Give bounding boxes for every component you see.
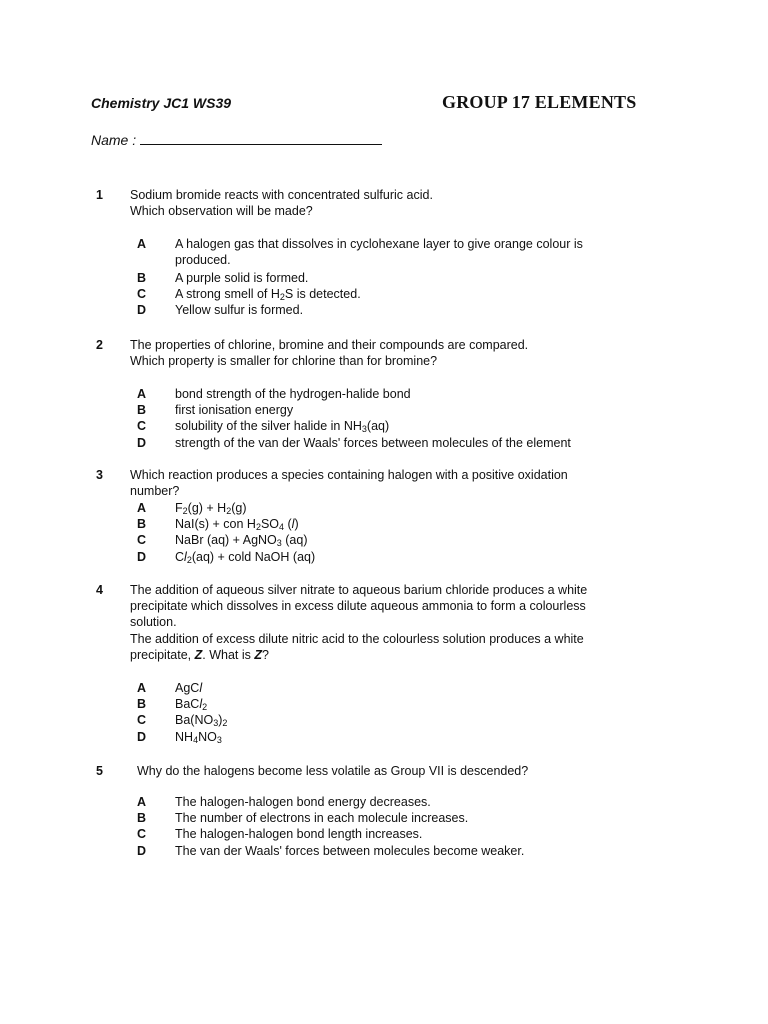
option-c (0, 286, 768, 302)
question-number: 1 (96, 188, 103, 202)
option-text: The halogen-halogen bond energy decreases. (175, 795, 431, 809)
option-letter: D (137, 435, 147, 450)
option-text: solubility of the silver halide in $NH_3(aq)$ (175, 419, 390, 435)
option-text: A halogen gas that dissolves in cyclohexane layer to give orange colour is produced. (175, 237, 583, 268)
option-text: $F_2(g) + H_2(g)$ (175, 501, 247, 516)
stem-line: Which reaction produces a species containing halogen with a positive oxidation (130, 468, 568, 482)
question-stem (130, 187, 640, 219)
stem-line: Which property is smaller for chlorine than for bromine? (130, 354, 438, 369)
option-a (0, 236, 768, 270)
stem-line: Sodium bromide reacts with concentrated sulfuric acid. (130, 188, 433, 202)
question-stem (130, 337, 640, 369)
option-letter: B (137, 697, 147, 712)
option-a (0, 500, 768, 516)
name-field-row (91, 132, 382, 148)
option-letter: A (137, 237, 147, 251)
name-label: Name : (91, 132, 137, 148)
option-letter: B (137, 811, 147, 826)
stem-line: number? (130, 484, 180, 499)
option-c (0, 826, 768, 842)
stem-line: The addition of aqueous silver nitrate to aqueous barium chloride produces a white (130, 583, 588, 597)
option-letter: B (137, 403, 147, 418)
option-letter: C (137, 713, 147, 728)
option-list (0, 794, 768, 859)
question-number: 4 (96, 583, 103, 597)
option-text: A strong smell of $H_2S$ is detected. (175, 287, 361, 303)
option-c (0, 532, 768, 548)
option-text: $NH_4NO_3$ (175, 729, 222, 745)
stem-line: Why do the halogens become less volatile as Group VII is descended? (137, 764, 529, 778)
option-text: AgCl (175, 681, 203, 695)
option-text: bond strength of the hydrogen-halide bond (175, 387, 411, 401)
option-letter: A (137, 795, 147, 809)
option-text: NaBr (aq) + AgNO$_3$ (aq) (175, 533, 308, 549)
option-letter: A (137, 681, 147, 695)
option-a (0, 680, 768, 696)
option-list (0, 236, 768, 319)
option-list (0, 500, 768, 565)
option-letter: D (137, 729, 147, 744)
option-b (0, 516, 768, 532)
option-c (0, 418, 768, 434)
option-letter: A (137, 387, 147, 401)
option-text: $Ba(NO_3)_2$ (175, 713, 228, 729)
option-text: The number of electrons in each molecule increases. (175, 811, 469, 826)
option-letter: C (137, 827, 147, 842)
option-b (0, 270, 768, 286)
option-letter: D (137, 303, 147, 318)
question-stem (130, 582, 640, 663)
option-d (0, 435, 768, 451)
option-d (0, 729, 768, 745)
option-list (0, 386, 768, 451)
course-label: Chemistry JC1 WS39 (91, 95, 232, 111)
option-text: The halogen-halogen bond length increases. (175, 827, 423, 842)
option-letter: C (137, 287, 147, 302)
question-number: 5 (96, 764, 103, 778)
option-letter: D (137, 843, 147, 858)
option-d (0, 843, 768, 859)
question-number: 3 (96, 468, 103, 482)
option-d (0, 302, 768, 318)
option-b (0, 696, 768, 712)
option-letter: B (137, 271, 147, 285)
name-blank-line (140, 132, 382, 145)
stem-line: Which observation will be made? (130, 204, 313, 219)
question-number: 2 (96, 338, 103, 352)
stem-line: precipitate, Z. What is Z? (130, 647, 269, 662)
option-text: strength of the van der Waals' forces between molecules of the element (175, 435, 571, 450)
option-text: NaI(s) + con $H_2SO_4$ (l) (175, 517, 299, 533)
option-d (0, 549, 768, 565)
question-stem (137, 763, 647, 779)
option-text: A purple solid is formed. (175, 271, 309, 285)
option-letter: B (137, 517, 147, 532)
option-text: $Cl_2(aq)$ + cold NaOH (aq) (175, 549, 316, 565)
option-list (0, 680, 768, 745)
option-letter: D (137, 549, 147, 564)
option-letter: C (137, 419, 147, 434)
option-text: The van der Waals' forces between molecules become weaker. (175, 843, 525, 858)
option-c (0, 712, 768, 728)
option-a (0, 386, 768, 402)
option-text: BaCl$_2$ (175, 697, 208, 713)
option-text: first ionisation energy (175, 403, 294, 418)
question-stem (130, 467, 640, 499)
option-b (0, 402, 768, 418)
option-letter: A (137, 501, 147, 515)
stem-line: solution. (130, 615, 177, 630)
stem-line: precipitate which dissolves in excess dilute aqueous ammonia to form a colourless (130, 599, 586, 614)
option-a (0, 794, 768, 810)
stem-line: The addition of excess dilute nitric acid to the colourless solution produces a white (130, 631, 584, 646)
page-title: GROUP 17 ELEMENTS (442, 92, 637, 112)
option-b (0, 810, 768, 826)
option-letter: C (137, 533, 147, 548)
stem-line: The properties of chlorine, bromine and their compounds are compared. (130, 338, 529, 352)
option-text: Yellow sulfur is formed. (175, 303, 304, 318)
